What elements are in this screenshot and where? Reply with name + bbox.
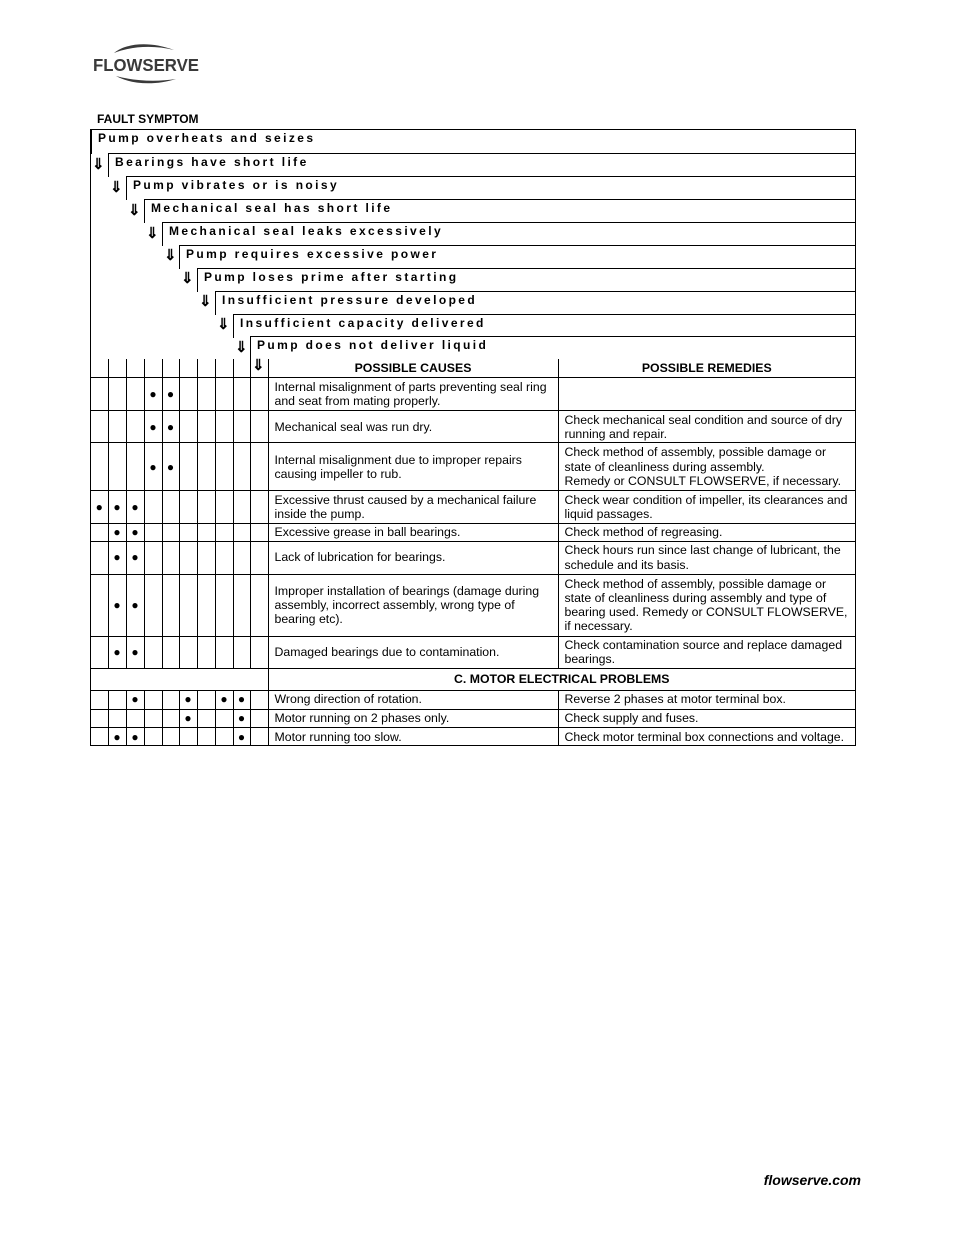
symptom-cell bbox=[179, 574, 197, 636]
svg-text:FLOWSERVE: FLOWSERVE bbox=[93, 55, 199, 75]
possible-remedy: Check contamination source and replace damaged bearings. bbox=[558, 636, 855, 668]
possible-cause: Internal misalignment due to improper repairs causing impeller to rub. bbox=[268, 443, 558, 491]
bullet-icon: ● bbox=[131, 500, 139, 515]
symptom-cell bbox=[197, 709, 215, 727]
possible-cause: Excessive grease in ball bearings. bbox=[268, 524, 558, 541]
symptom-cell bbox=[250, 709, 268, 727]
symptom-cell bbox=[233, 411, 250, 443]
bullet-icon: ● bbox=[220, 692, 228, 707]
possible-remedy: Check motor terminal box connections and voltage. bbox=[558, 727, 855, 746]
symptom-cell bbox=[197, 491, 215, 524]
symptom-cell bbox=[233, 709, 250, 727]
symptom-header: Pump loses prime after starting bbox=[197, 268, 855, 292]
table-row bbox=[91, 574, 855, 636]
symptom-cell bbox=[250, 690, 268, 709]
symptom-cell bbox=[215, 574, 233, 636]
symptom-header: Mechanical seal leaks excessively bbox=[162, 222, 855, 246]
symptom-cell bbox=[179, 541, 197, 574]
symptom-cell bbox=[108, 411, 126, 443]
bullet-icon: ● bbox=[113, 644, 121, 659]
possible-remedy: Check wear condition of impeller, its clearances and liquid passages. bbox=[558, 491, 855, 524]
symptom-cell bbox=[144, 636, 162, 668]
down-arrow-icon: ⇓ bbox=[235, 339, 248, 356]
bullet-icon: ● bbox=[113, 550, 121, 565]
fault-chart bbox=[90, 129, 856, 746]
table-header-row bbox=[91, 359, 855, 378]
symptom-header: Insufficient capacity delivered bbox=[233, 314, 855, 338]
possible-cause: Motor running too slow. bbox=[268, 727, 558, 746]
bullet-icon: ● bbox=[113, 729, 121, 744]
bullet-icon: ● bbox=[149, 419, 157, 434]
down-arrow-icon: ⇓ bbox=[92, 156, 105, 173]
symptom-cell bbox=[215, 411, 233, 443]
symptom-cell bbox=[215, 491, 233, 524]
symptom-cell bbox=[250, 378, 268, 411]
symptom-cell bbox=[144, 524, 162, 541]
symptom-header: Insufficient pressure developed bbox=[215, 291, 855, 315]
symptom-cell bbox=[179, 378, 197, 411]
possible-remedy: Reverse 2 phases at motor terminal box. bbox=[558, 690, 855, 709]
symptom-cell bbox=[91, 378, 108, 411]
bullet-icon: ● bbox=[131, 644, 139, 659]
down-arrow-icon: ⇓ bbox=[252, 357, 265, 374]
symptom-cell bbox=[162, 541, 179, 574]
symptom-cell bbox=[91, 709, 108, 727]
symptom-cell bbox=[126, 727, 144, 746]
possible-cause: Motor running on 2 phases only. bbox=[268, 709, 558, 727]
symptom-cell bbox=[233, 727, 250, 746]
symptom-cell bbox=[233, 541, 250, 574]
symptom-cell bbox=[144, 709, 162, 727]
table-row bbox=[91, 491, 855, 524]
symptom-cell bbox=[126, 709, 144, 727]
possible-cause: Internal misalignment of parts preventing seal ring and seat from mating properly. bbox=[268, 378, 558, 411]
symptom-cell bbox=[126, 411, 144, 443]
symptom-cell bbox=[126, 574, 144, 636]
symptom-cell bbox=[233, 443, 250, 491]
possible-causes-header: POSSIBLE CAUSES bbox=[268, 359, 558, 378]
symptom-cell bbox=[179, 411, 197, 443]
symptom-cell bbox=[197, 443, 215, 491]
symptom-cell bbox=[108, 491, 126, 524]
symptom-cell bbox=[144, 727, 162, 746]
bullet-icon: ● bbox=[166, 387, 175, 402]
symptom-cell bbox=[162, 491, 179, 524]
symptom-cell bbox=[91, 636, 108, 668]
symptom-cell bbox=[108, 636, 126, 668]
symptom-cell bbox=[250, 524, 268, 541]
possible-cause: Wrong direction of rotation. bbox=[268, 690, 558, 709]
symptom-cell bbox=[91, 443, 108, 491]
symptom-header: Pump vibrates or is noisy bbox=[126, 176, 855, 200]
bullet-icon: ● bbox=[184, 692, 192, 707]
down-arrow-icon: ⇓ bbox=[199, 293, 212, 310]
symptom-cell bbox=[197, 636, 215, 668]
symptom-cell bbox=[144, 690, 162, 709]
table-row bbox=[91, 443, 855, 491]
symptom-cell bbox=[179, 636, 197, 668]
possible-cause: Mechanical seal was run dry. bbox=[268, 411, 558, 443]
symptom-cell bbox=[162, 443, 179, 491]
table-row bbox=[91, 709, 855, 727]
symptom-cell bbox=[162, 378, 179, 411]
bullet-icon: ● bbox=[113, 525, 121, 540]
down-arrow-icon: ⇓ bbox=[217, 316, 230, 333]
bullet-icon: ● bbox=[95, 500, 103, 515]
symptom-cell bbox=[91, 574, 108, 636]
bullet-icon: ● bbox=[237, 729, 246, 744]
down-arrow-icon: ⇓ bbox=[181, 270, 194, 287]
table-row bbox=[91, 727, 855, 746]
bullet-icon: ● bbox=[166, 459, 175, 474]
down-arrow-icon: ⇓ bbox=[110, 179, 123, 196]
possible-cause: Improper installation of bearings (damage during assembly, incorrect assembly, wrong type of bearing etc). bbox=[268, 574, 558, 636]
symptom-cell bbox=[250, 491, 268, 524]
symptom-cell bbox=[91, 541, 108, 574]
flowserve-logo bbox=[92, 42, 204, 86]
symptom-cell bbox=[250, 574, 268, 636]
possible-cause: Lack of lubrication for bearings. bbox=[268, 541, 558, 574]
symptom-cell bbox=[215, 727, 233, 746]
symptom-cell bbox=[250, 411, 268, 443]
symptom-cell bbox=[126, 524, 144, 541]
symptom-cell bbox=[108, 690, 126, 709]
symptom-cell bbox=[144, 378, 162, 411]
possible-remedies-header: POSSIBLE REMEDIES bbox=[558, 359, 855, 378]
symptom-cell bbox=[162, 690, 179, 709]
symptom-cell bbox=[162, 709, 179, 727]
symptom-cell bbox=[108, 541, 126, 574]
symptom-header: Bearings have short life bbox=[108, 153, 855, 177]
symptom-cell bbox=[215, 636, 233, 668]
symptom-cell bbox=[162, 411, 179, 443]
symptom-cell bbox=[162, 636, 179, 668]
bullet-icon: ● bbox=[113, 597, 121, 612]
bullet-icon: ● bbox=[131, 525, 139, 540]
down-arrow-icon: ⇓ bbox=[146, 225, 159, 242]
symptom-cell bbox=[179, 709, 197, 727]
symptom-cell bbox=[197, 574, 215, 636]
symptom-cell bbox=[233, 574, 250, 636]
symptom-cell bbox=[108, 574, 126, 636]
symptom-cell bbox=[179, 524, 197, 541]
bullet-icon: ● bbox=[113, 500, 121, 515]
table-row bbox=[91, 541, 855, 574]
bullet-icon: ● bbox=[131, 550, 139, 565]
symptom-cell bbox=[250, 541, 268, 574]
symptom-cell bbox=[197, 541, 215, 574]
possible-cause: Excessive thrust caused by a mechanical failure inside the pump. bbox=[268, 491, 558, 524]
possible-remedy: Check method of assembly, possible damage or state of cleanliness during assembly. Remedy or CONSULT FLOWSERVE, if necessary. bbox=[558, 443, 855, 491]
symptom-cell bbox=[126, 541, 144, 574]
symptom-cell bbox=[144, 541, 162, 574]
symptom-cell bbox=[162, 727, 179, 746]
table-row bbox=[91, 524, 855, 541]
symptom-cell bbox=[126, 690, 144, 709]
symptom-cell bbox=[91, 524, 108, 541]
symptom-cell bbox=[233, 378, 250, 411]
symptom-cell bbox=[108, 727, 126, 746]
symptom-cell bbox=[233, 636, 250, 668]
symptom-cell bbox=[215, 524, 233, 541]
table-row bbox=[91, 690, 855, 709]
symptom-cell bbox=[126, 491, 144, 524]
possible-remedy: Check method of regreasing. bbox=[558, 524, 855, 541]
symptom-cell bbox=[197, 524, 215, 541]
symptom-cell bbox=[215, 378, 233, 411]
symptom-cell bbox=[233, 690, 250, 709]
footer-website: flowserve.com bbox=[763, 1172, 861, 1188]
symptom-cell bbox=[108, 443, 126, 491]
section-c-title: C. MOTOR ELECTRICAL PROBLEMS bbox=[268, 668, 855, 690]
causes-remedies-table bbox=[91, 359, 855, 746]
symptom-cell bbox=[197, 411, 215, 443]
symptom-cell bbox=[162, 524, 179, 541]
symptom-cell bbox=[179, 727, 197, 746]
symptom-cell bbox=[91, 727, 108, 746]
symptom-cell bbox=[108, 709, 126, 727]
symptom-cell bbox=[250, 443, 268, 491]
table-row bbox=[91, 378, 855, 411]
bullet-icon: ● bbox=[149, 387, 157, 402]
possible-remedy: Check method of assembly, possible damage or state of cleanliness during assembly and type of bearing used. Remedy or CONSULT FLOWSERVE, if necessary. bbox=[558, 574, 855, 636]
bullet-icon: ● bbox=[149, 459, 157, 474]
flowserve-swoosh-logo-icon bbox=[92, 42, 204, 86]
symptom-cell bbox=[126, 443, 144, 491]
symptom-cell bbox=[197, 690, 215, 709]
possible-remedy: Check hours run since last change of lubricant, the schedule and its basis. bbox=[558, 541, 855, 574]
symptom-header: Pump requires excessive power bbox=[179, 245, 855, 269]
symptom-header: Mechanical seal has short life bbox=[144, 199, 855, 223]
fault-symptom-title: FAULT SYMPTOM bbox=[97, 112, 199, 126]
symptom-cell bbox=[126, 378, 144, 411]
symptom-cell bbox=[215, 709, 233, 727]
bullet-icon: ● bbox=[166, 419, 175, 434]
symptom-cell bbox=[144, 411, 162, 443]
symptom-cell bbox=[91, 411, 108, 443]
symptom-cell bbox=[215, 443, 233, 491]
bullet-icon: ● bbox=[131, 729, 139, 744]
symptom-cell bbox=[144, 443, 162, 491]
symptom-cell bbox=[108, 524, 126, 541]
symptom-cell bbox=[91, 690, 108, 709]
symptom-cell bbox=[144, 574, 162, 636]
symptom-cell bbox=[179, 491, 197, 524]
bullet-icon: ● bbox=[184, 710, 192, 725]
symptom-cell bbox=[215, 690, 233, 709]
bullet-icon: ● bbox=[131, 692, 139, 707]
symptom-header: Pump overheats and seizes bbox=[91, 130, 855, 154]
table-row bbox=[91, 636, 855, 668]
symptom-cell bbox=[250, 727, 268, 746]
symptom-header: Pump does not deliver liquid bbox=[250, 336, 855, 360]
symptom-cell bbox=[233, 491, 250, 524]
symptom-cell bbox=[144, 491, 162, 524]
possible-remedy: Check supply and fuses. bbox=[558, 709, 855, 727]
possible-remedy: Check mechanical seal condition and source of dry running and repair. bbox=[558, 411, 855, 443]
symptom-cell bbox=[108, 378, 126, 411]
bullet-icon: ● bbox=[237, 710, 246, 725]
possible-cause: Damaged bearings due to contamination. bbox=[268, 636, 558, 668]
symptom-cell bbox=[179, 443, 197, 491]
down-arrow-icon: ⇓ bbox=[164, 247, 177, 264]
table-row bbox=[91, 411, 855, 443]
symptom-cell bbox=[197, 727, 215, 746]
bullet-icon: ● bbox=[131, 597, 139, 612]
symptom-cell bbox=[162, 574, 179, 636]
symptom-cell bbox=[250, 636, 268, 668]
section-row bbox=[91, 668, 855, 690]
symptom-cell bbox=[233, 524, 250, 541]
down-arrow-icon: ⇓ bbox=[128, 202, 141, 219]
possible-remedy bbox=[558, 378, 855, 411]
symptom-cell bbox=[215, 541, 233, 574]
symptom-cell bbox=[91, 491, 108, 524]
symptom-cell bbox=[126, 636, 144, 668]
symptom-cell bbox=[197, 378, 215, 411]
symptom-cell bbox=[179, 690, 197, 709]
bullet-icon: ● bbox=[237, 692, 246, 707]
